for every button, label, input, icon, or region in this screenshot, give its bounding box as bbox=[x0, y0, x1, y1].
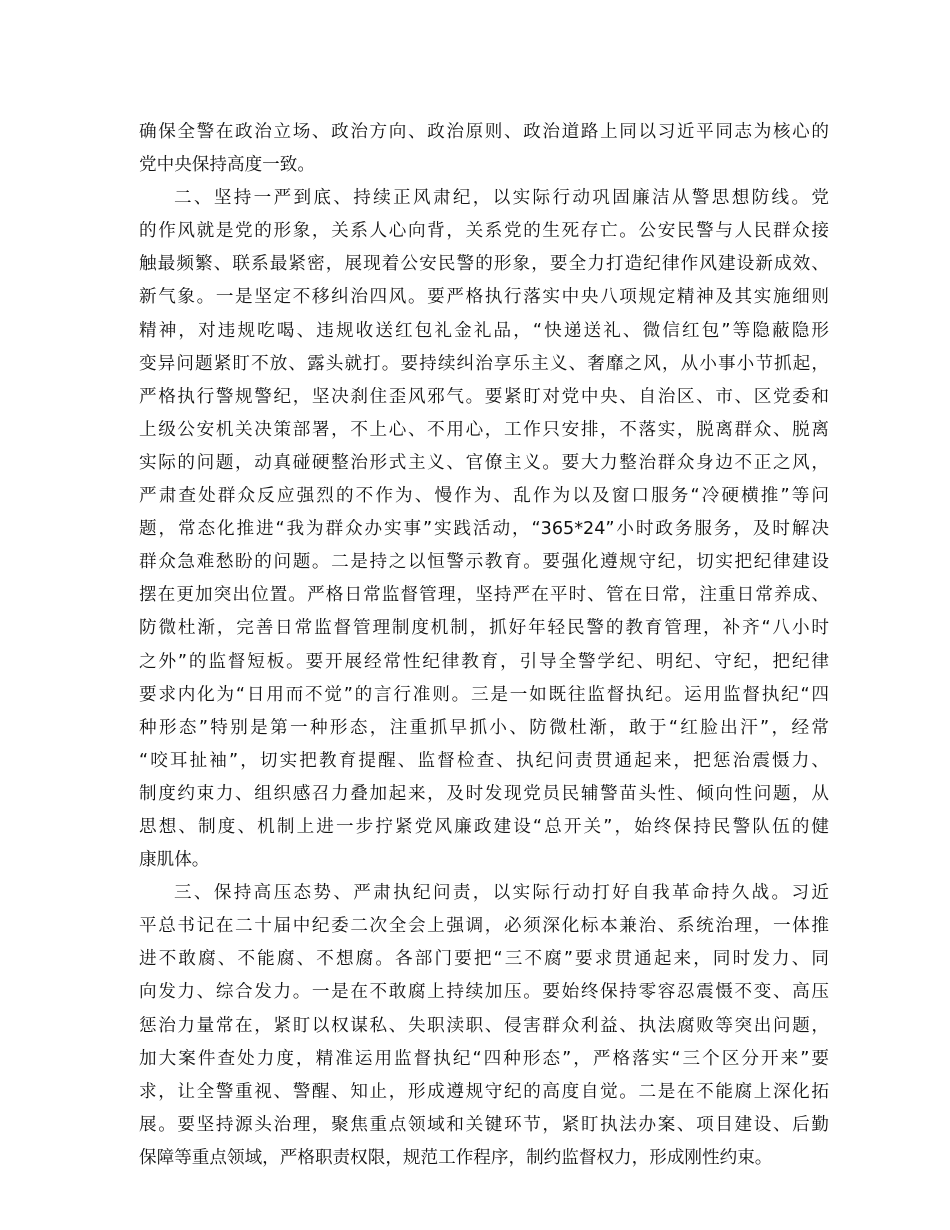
text-line: 平总书记在二十届中纪委二次全会上强调，必须深化标本兼治、系统治理，一体推 bbox=[139, 916, 829, 937]
text-line: 惩治力量常在，紧盯以权谋私、失职渎职、侵害群众利益、执法腐败等突出问题， bbox=[139, 1015, 829, 1036]
text-line: 加大案件查处力度，精准运用监督执纪“四种形态”，严格落实“三个区分开来”要 bbox=[139, 1048, 829, 1069]
text-line: 党中央保持高度一致。 bbox=[139, 155, 315, 176]
text-line: 确保全警在政治立场、政治方向、政治原则、政治道路上同以习近平同志为核心的 bbox=[139, 122, 829, 142]
text-line: 严格执行警规警纪，坚决刹住歪风邪气。要紧盯对党中央、自治区、市、区党委和 bbox=[139, 386, 829, 407]
text-line: 要求内化为“日用而不觉”的言行准则。三是一如既往监督执纪。运用监督执纪“四 bbox=[139, 684, 829, 705]
text-line: 三、保持高压态势、严肃执纪问责，以实际行动打好自我革命持久战。习近 bbox=[174, 883, 829, 904]
text-line: 题，常态化推进“我为群众办实事”实践活动，“365*24”小时政务服务，及时解决 bbox=[139, 519, 829, 540]
text-line: 防微杜渐，完善日常监督管理制度机制，抓好年轻民警的教育管理，补齐“八小时 bbox=[139, 618, 829, 639]
text-line: 变异问题紧盯不放、露头就打。要持续纠治享乐主义、奢靡之风，从小事小节抓起， bbox=[139, 353, 829, 374]
text-line: 触最频繁、联系最紧密，展现着公安民警的形象，要全力打造纪律作风建设新成效、 bbox=[139, 254, 829, 275]
text-line: 精神，对违规吃喝、违规收送红包礼金礼品，“快递送礼、微信红包”等隐蔽隐形 bbox=[139, 320, 829, 341]
text-line: 保障等重点领域，严格职责权限，规范工作程序，制约监督权力，形成刚性约束。 bbox=[139, 1147, 773, 1168]
text-line: 种形态”特别是第一种形态，注重抓早抓小、防微杜渐，敢于“红脸出汗”，经常 bbox=[139, 717, 829, 738]
text-line: 实际的问题，动真碰硬整治形式主义、官僚主义。要大力整治群众身边不正之风， bbox=[139, 452, 829, 473]
text-line: 严肃查处群众反应强烈的不作为、慢作为、乱作为以及窗口服务“冷硬横推”等问 bbox=[139, 486, 829, 507]
text-line: 展。要坚持源头治理，聚焦重点领域和关键环节，紧盯执法办案、项目建设、后勤 bbox=[139, 1114, 829, 1135]
text-line: 群众急难愁盼的问题。二是持之以恒警示教育。要强化遵规守纪，切实把纪律建设 bbox=[139, 552, 829, 573]
body-text bbox=[139, 116, 829, 1175]
text-line: 摆在更加突出位置。严格日常监督管理，坚持严在平时、管在日常，注重日常养成、 bbox=[139, 585, 829, 606]
text-line: 制度约束力、组织感召力叠加起来，及时发现党员民辅警苗头性、倾向性问题，从 bbox=[139, 783, 829, 804]
text-line: 二、坚持一严到底、持续正风肃纪，以实际行动巩固廉洁从警思想防线。党 bbox=[174, 188, 829, 209]
text-line: 思想、制度、机制上进一步拧紧党风廉政建设“总开关”，始终保持民警队伍的健 bbox=[139, 816, 829, 837]
text-line: 之外”的监督短板。要开展经常性纪律教育，引导全警学纪、明纪、守纪，把纪律 bbox=[139, 651, 829, 672]
text-line: 向发力、综合发力。一是在不敢腐上持续加压。要始终保持零容忍震慑不变、高压 bbox=[139, 982, 829, 1003]
text-line: 上级公安机关决策部署，不上心、不用心，工作只安排，不落实，脱离群众、脱离 bbox=[139, 419, 829, 440]
text-line: 康肌体。 bbox=[139, 850, 210, 871]
text-line: 的作风就是党的形象，关系人心向背，关系党的生死存亡。公安民警与人民群众接 bbox=[139, 221, 829, 242]
text-line: 新气象。一是坚定不移纠治四风。要严格执行落实中央八项规定精神及其实施细则 bbox=[139, 287, 829, 308]
text-line: “咬耳扯袖”，切实把教育提醒、监督检查、执纪问责贯通起来，把惩治震慑力、 bbox=[139, 750, 829, 771]
text-line: 求，让全警重视、警醒、知止，形成遵规守纪的高度自觉。二是在不能腐上深化拓 bbox=[139, 1081, 829, 1102]
text-line: 进不敢腐、不能腐、不想腐。各部门要把“三不腐”要求贯通起来，同时发力、同 bbox=[139, 949, 829, 970]
